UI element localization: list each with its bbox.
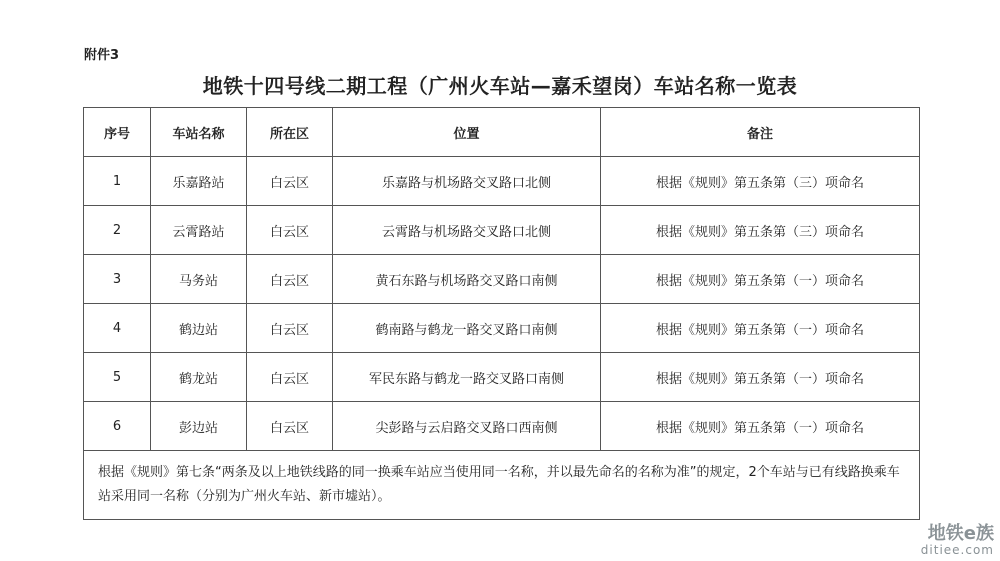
cell-remarks: 根据《规则》第五条第（三）项命名 [601, 157, 920, 206]
table-row [84, 157, 920, 206]
watermark-name: 地铁e族 [927, 523, 994, 545]
cell-district: 白云区 [247, 206, 333, 255]
cell-remarks: 根据《规则》第五条第（一）项命名 [601, 255, 920, 304]
table-footnote-row [84, 451, 920, 520]
cell-location: 乐嘉路与机场路交叉路口北侧 [333, 157, 601, 206]
cell-station-name: 乐嘉路站 [151, 157, 247, 206]
cell-station-name: 云霄路站 [151, 206, 247, 255]
cell-location: 云霄路与机场路交叉路口北侧 [333, 206, 601, 255]
cell-index: 3 [84, 255, 151, 304]
watermark-url: ditiee.com [920, 542, 994, 557]
table-row [84, 206, 920, 255]
cell-index: 5 [84, 353, 151, 402]
cell-location: 黄石东路与机场路交叉路口南侧 [333, 255, 601, 304]
header-remarks: 备注 [601, 108, 920, 157]
cell-station-name: 鹤边站 [151, 304, 247, 353]
cell-station-name: 马务站 [151, 255, 247, 304]
cell-remarks: 根据《规则》第五条第（一）项命名 [601, 353, 920, 402]
document-title: 地铁十四号线二期工程（广州火车站—嘉禾望岗）车站名称一览表 [202, 74, 798, 98]
table-header-row [84, 108, 920, 157]
cell-location: 军民东路与鹤龙一路交叉路口南侧 [333, 353, 601, 402]
cell-location: 鹤南路与鹤龙一路交叉路口南侧 [333, 304, 601, 353]
header-district: 所在区 [247, 108, 333, 157]
table-row [84, 255, 920, 304]
cell-district: 白云区 [247, 402, 333, 451]
cell-station-name: 鹤龙站 [151, 353, 247, 402]
table-row [84, 304, 920, 353]
cell-remarks: 根据《规则》第五条第（一）项命名 [601, 304, 920, 353]
cell-district: 白云区 [247, 304, 333, 353]
cell-station-name: 彭边站 [151, 402, 247, 451]
header-index: 序号 [84, 108, 151, 157]
attachment-label: 附件3 [84, 48, 120, 63]
header-station-name: 车站名称 [151, 108, 247, 157]
cell-remarks: 根据《规则》第五条第（一）项命名 [601, 402, 920, 451]
header-location: 位置 [333, 108, 601, 157]
cell-district: 白云区 [247, 353, 333, 402]
site-watermark [921, 524, 994, 557]
cell-index: 2 [84, 206, 151, 255]
cell-index: 1 [84, 157, 151, 206]
cell-district: 白云区 [247, 157, 333, 206]
table-row [84, 402, 920, 451]
station-names-table [83, 107, 920, 520]
table-footnote: 根据《规则》第七条“两条及以上地铁线路的同一换乘车站应当使用同一名称，并以最先命名的名称为准”的规定，2个车站与已有线路换乘车站采用同一名称（分别为广州火车站、新市墟站）。 [84, 451, 920, 520]
table-row [84, 353, 920, 402]
cell-location: 尖彭路与云启路交叉路口西南侧 [333, 402, 601, 451]
cell-district: 白云区 [247, 255, 333, 304]
cell-index: 4 [84, 304, 151, 353]
cell-remarks: 根据《规则》第五条第（三）项命名 [601, 206, 920, 255]
cell-index: 6 [84, 402, 151, 451]
